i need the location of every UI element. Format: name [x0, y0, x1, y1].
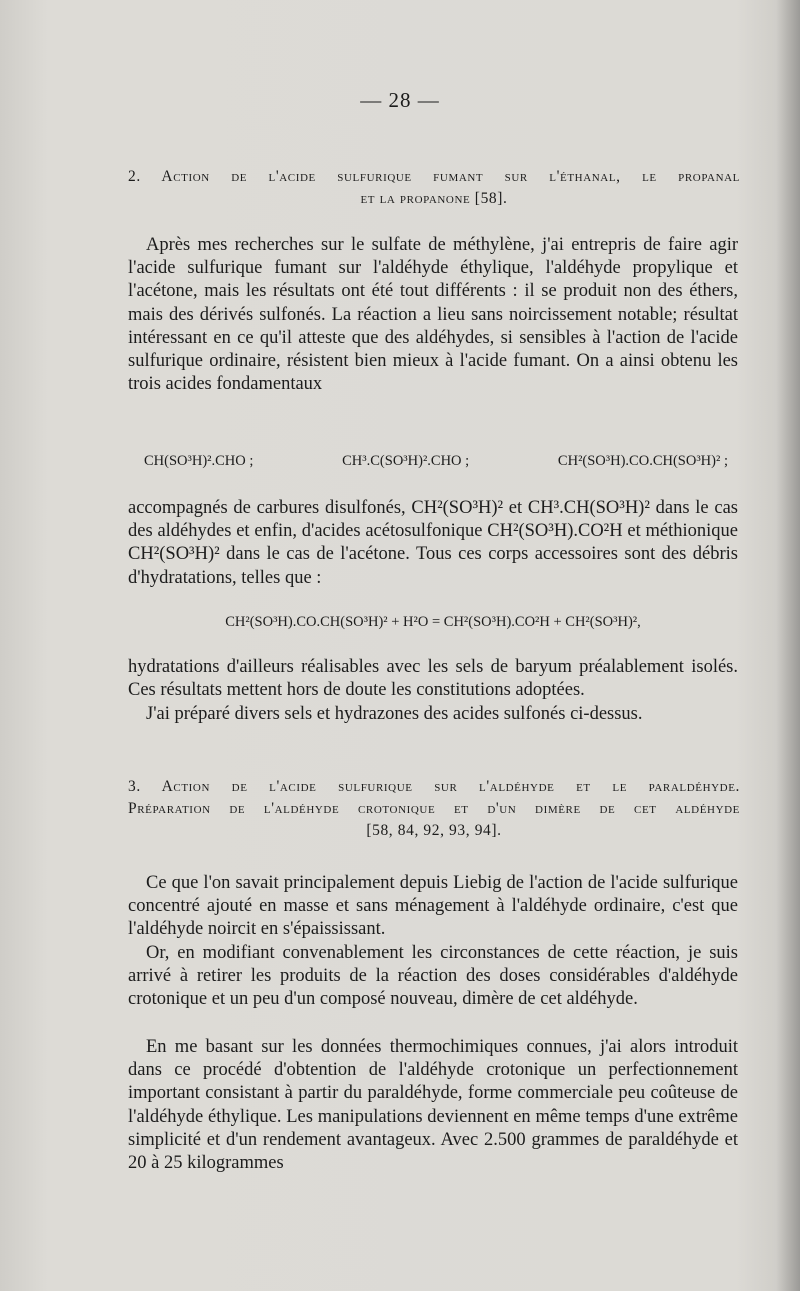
formula-acid-2: CH³.C(SO³H)².CHO ;	[342, 453, 470, 469]
page-number: — 28 —	[360, 88, 440, 112]
section-3-heading	[128, 776, 740, 842]
section-3-heading-line-2: Préparation de l'aldéhyde crotonique et d'un dimère de cet aldéhyde	[128, 800, 740, 817]
section-3-heading-line-1: 3. Action de l'acide sulfurique sur l'aldéhyde et le paraldéhyde.	[128, 778, 740, 795]
paragraph-4: J'ai préparé divers sels et hydrazones des acides sulfonés ci-dessus.	[146, 704, 643, 724]
formula-acid-1: CH(SO³H)².CHO ;	[144, 453, 254, 469]
formula-acid-3: CH²(SO³H).CO.CH(SO³H)² ;	[557, 453, 728, 469]
formula-acids	[128, 453, 738, 470]
paragraph-7: En me basant sur les données thermochimiques connues, j'ai alors introduit dans ce procédé d'obtention de l'aldéhyde crotonique un perfectionnement important consistant à partir du paraldéhyde, forme commerciale peu coûteuse de l'aldéhyde éthylique. Les manipulations deviennent en même temps d'une extrême simplicité et d'un rendement avantageux. Avec 2.500 grammes de paraldéhyde et 20 à 25 kilogrammes	[128, 1037, 738, 1174]
page-edge-shadow	[776, 0, 800, 1291]
paragraph-5: Ce que l'on savait principalement depuis Liebig de l'action de l'acide sulfurique concentré ajouté en masse et sans ménagement à l'aldéhyde ordinaire, c'est que l'aldéhyde noircit en s'épaississant.	[128, 873, 738, 940]
paragraph-3: hydratations d'ailleurs réalisables avec les sels de baryum préalablement isolés. Ces résultats mettent hors de doute les constitutions adoptées.	[128, 657, 738, 701]
section-3-heading-line-3: [58, 84, 92, 93, 94].	[366, 822, 502, 839]
section-2-heading-line-2: et la propanone [58].	[360, 190, 508, 207]
paragraph-6: Or, en modifiant convenablement les circonstances de cette réaction, je suis arrivé à retirer les produits de la réaction des doses considérables d'aldéhyde crotonique et un peu d'un composé nouveau, dimère de cet aldéhyde.	[128, 943, 738, 1010]
section-2-heading	[128, 166, 740, 210]
paragraph-1: Après mes recherches sur le sulfate de méthylène, j'ai entrepris de faire agir l'acide sulfurique fumant sur l'aldéhyde éthylique, l'aldéhyde propylique et l'acétone, mais les résultats ont été tout différents : il se produit non des éthers, mais des dérivés sulfonés. La réaction a lieu sans noircissement notable; résultat intéressant en ce qu'il atteste que des aldéhydes, si sensibles à l'action de l'acide sulfurique ordinaire, résistent bien mieux à l'acide fumant. On a ainsi obtenu les trois acides fondamentaux	[128, 235, 738, 395]
paragraph-2: accompagnés de carbures disulfonés, CH²(SO³H)² et CH³.CH(SO³H)² dans le cas des aldéhydes et enfin, d'acides acétosulfonique CH²(SO³H).CO²H et méthionique CH²(SO³H)² dans le cas de l'acétone. Tous ces corps accessoires sont des débris d'hydratations, telles que :	[128, 498, 738, 588]
section-2-heading-line-1: 2. Action de l'acide sulfurique fumant sur l'éthanal, le propanal	[128, 168, 740, 185]
formula-hydration: CH²(SO³H).CO.CH(SO³H)² + H²O = CH²(SO³H).CO²H + CH²(SO³H)²,	[225, 614, 641, 630]
